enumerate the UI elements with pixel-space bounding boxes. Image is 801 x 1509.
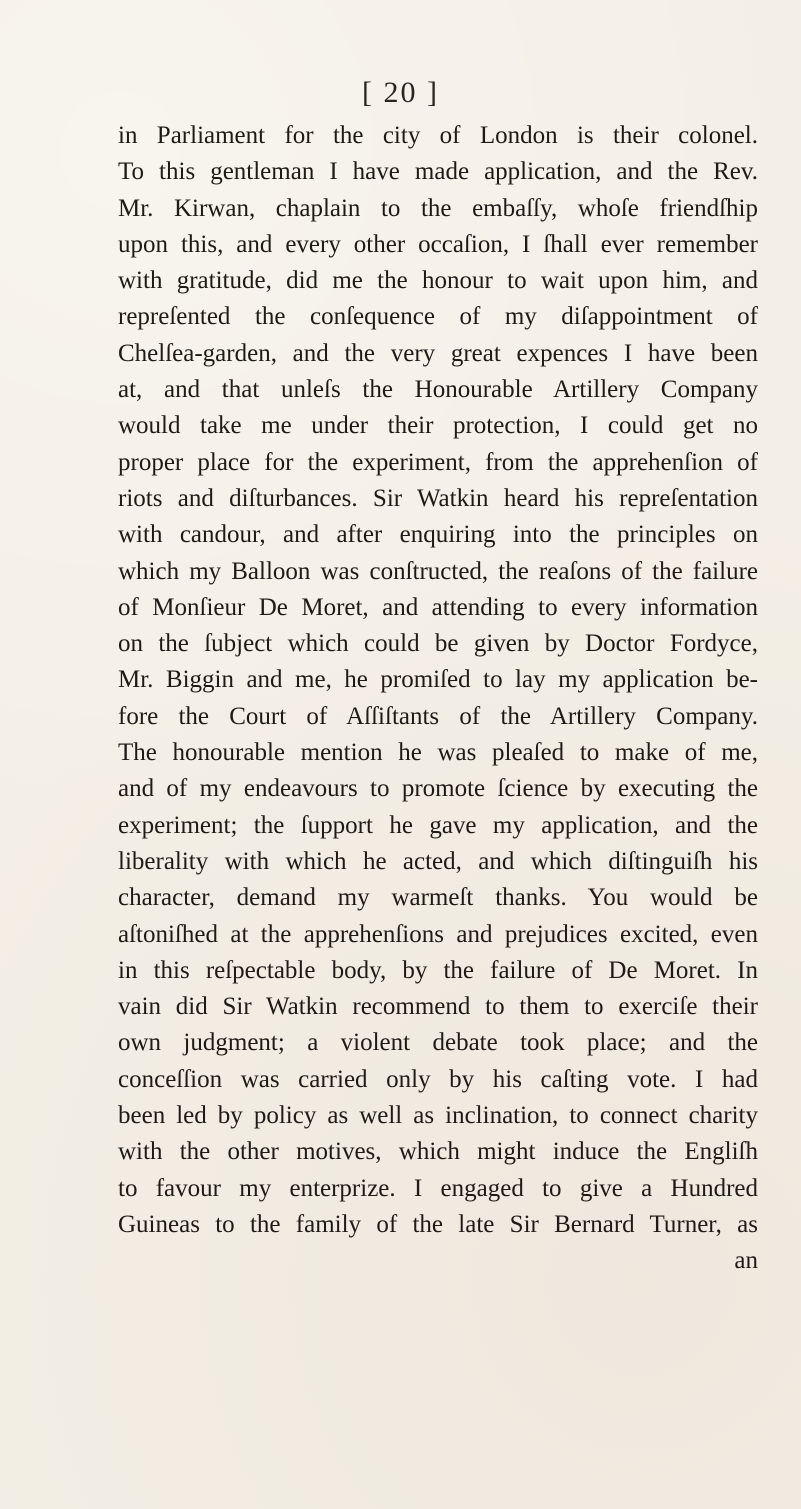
text-line: Chelſea-garden, and the very great expences I have been	[118, 339, 758, 367]
text-line: would take me under their protection, I could get no	[118, 412, 758, 440]
text-line: in this reſpectable body, by the failure of De Moret. In	[118, 956, 758, 984]
catchword: an	[734, 1247, 758, 1275]
text-line: Guineas to the family of the late Sir Bernard Turner, as	[118, 1210, 758, 1238]
text-line: vain did Sir Watkin recommend to them to exerciſe their	[118, 993, 758, 1021]
text-line: riots and diſturbances. Sir Watkin heard his repreſentation	[118, 484, 758, 512]
text-line: upon this, and every other occaſion, I ſhall ever remember	[118, 230, 758, 258]
text-line: conceſſion was carried only by his caſting vote. I had	[118, 1065, 758, 1093]
text-line: Mr. Biggin and me, he promiſed to lay my application be-	[118, 666, 758, 694]
text-line: repreſented the conſequence of my diſappointment of	[118, 303, 758, 331]
text-line: with gratitude, did me the honour to wait upon him, and	[118, 267, 758, 295]
text-line: been led by policy as well as inclination, to connect charity	[118, 1102, 758, 1130]
body-text	[118, 118, 758, 1280]
text-line: with the other motives, which might induce the Engliſh	[118, 1138, 758, 1166]
text-line: with candour, and after enquiring into the principles on	[118, 521, 758, 549]
text-line: on the ſubject which could be given by Doctor Fordyce,	[118, 630, 758, 658]
text-line: Mr. Kirwan, chaplain to the embaſſy, whoſe friendſhip	[118, 194, 758, 222]
text-line: and of my endeavours to promote ſcience by executing the	[118, 775, 758, 803]
text-line: to favour my enterprize. I engaged to give a Hundred	[118, 1174, 758, 1202]
text-line: of Monſieur De Moret, and attending to every information	[118, 593, 758, 621]
text-line: aſtoniſhed at the apprehenſions and prejudices excited, even	[118, 920, 758, 948]
text-line: liberality with which he acted, and which diſtinguiſh his	[118, 847, 758, 875]
text-line: which my Balloon was conſtructed, the reaſons of the failure	[118, 557, 758, 585]
text-line: To this gentleman I have made application, and the Rev.	[118, 158, 758, 186]
page-number: [ 20 ]	[362, 76, 439, 109]
text-line: proper place for the experiment, from the apprehenſion of	[118, 448, 758, 476]
text-line: at, and that unleſs the Honourable Artillery Company	[118, 376, 758, 404]
text-line: experiment; the ſupport he gave my application, and the	[118, 811, 758, 839]
text-line: character, demand my warmeſt thanks. You would be	[118, 884, 758, 912]
text-line: in Parliament for the city of London is their colonel.	[118, 122, 758, 149]
text-line: The honourable mention he was pleaſed to make of me,	[118, 739, 758, 767]
text-line: fore the Court of Aſſiſtants of the Artillery Company.	[118, 702, 758, 730]
text-line: own judgment; a violent debate took place; and the	[118, 1029, 758, 1057]
